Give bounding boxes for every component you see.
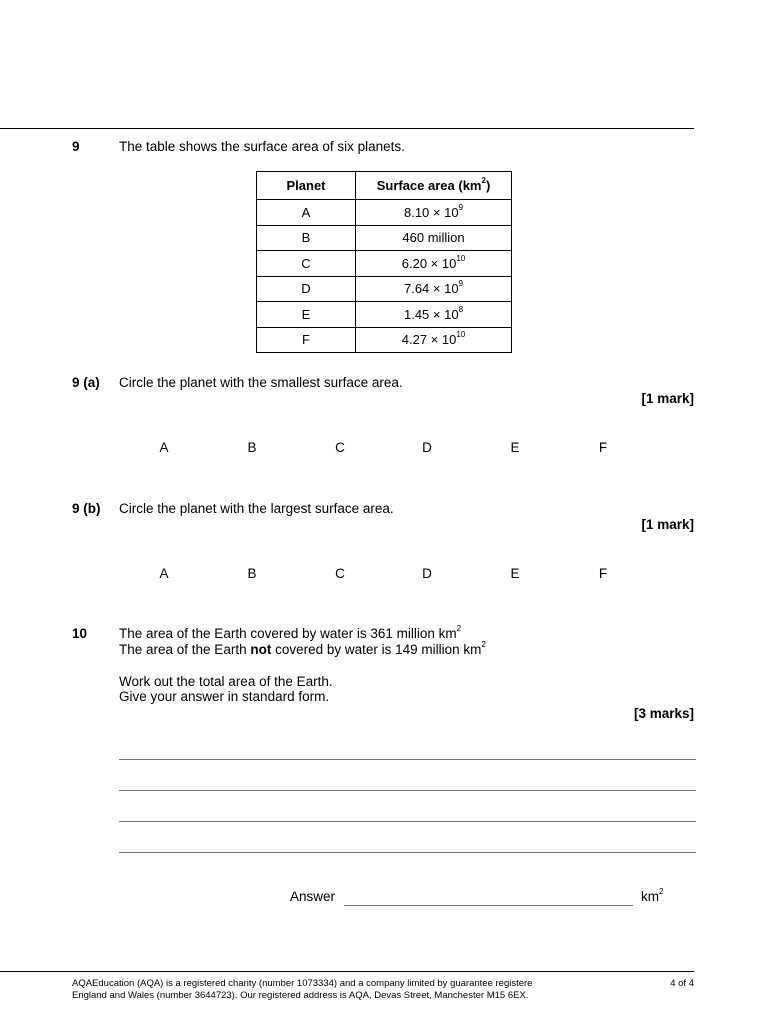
question-number-9: 9 (72, 139, 80, 154)
option-9a-c[interactable]: C (335, 440, 345, 455)
area-cell: $6.20 \times 10^{10}$ (356, 251, 512, 277)
table-row (257, 251, 512, 277)
option-9b-f[interactable]: F (598, 566, 608, 581)
marks-9a: [1 mark] (641, 391, 694, 406)
question-10-line-3: Work out the total area of the Earth. (119, 674, 333, 689)
working-line-1[interactable] (119, 759, 696, 760)
header-surface-area: Surface area $(km^2)$ (356, 172, 512, 200)
planet-cell: B (257, 225, 356, 251)
footer-line-1: AQAEducation (AQA) is a registered charity (number 1073334) and a company limited by guarantee registere (72, 978, 533, 989)
option-9a-d[interactable]: D (422, 440, 432, 455)
table-row (257, 327, 512, 353)
question-9-intro: The table shows the surface area of six planets. (119, 139, 405, 154)
marks-10: [3 marks] (633, 706, 694, 721)
header-planet: Planet (257, 172, 356, 200)
question-9b-text: Circle the planet with the largest surface area. (119, 501, 394, 516)
footer-rule (0, 971, 694, 972)
question-9a-text: Circle the planet with the smallest surface area. (119, 375, 403, 390)
top-rule (0, 128, 694, 129)
table-row (257, 200, 512, 226)
option-9b-a[interactable]: A (159, 566, 169, 581)
area-cell: $7.64 \times 10^9$ (356, 276, 512, 302)
table-row (257, 276, 512, 302)
option-9a-b[interactable]: B (247, 440, 257, 455)
table-row (257, 302, 512, 328)
table-row (257, 225, 512, 251)
working-line-4[interactable] (119, 852, 696, 853)
page-number: 4 of 4 (670, 978, 694, 989)
option-9a-e[interactable]: E (510, 440, 520, 455)
option-9b-e[interactable]: E (510, 566, 520, 581)
option-9a-f[interactable]: F (598, 440, 608, 455)
planet-cell: D (257, 276, 356, 302)
working-line-3[interactable] (119, 821, 696, 822)
option-9b-c[interactable]: C (335, 566, 345, 581)
area-cell: $4.27 \times 10^{10}$ (356, 327, 512, 353)
planet-cell: F (257, 327, 356, 353)
option-9a-a[interactable]: A (159, 440, 169, 455)
planet-surface-table (256, 171, 512, 353)
question-number-9b: 9 (b) (72, 501, 101, 516)
area-cell: $8.10 \times 10^9$ (356, 200, 512, 226)
question-10-line-1: The area of the Earth covered by water is 361 million $km^2$ (119, 624, 462, 641)
option-9b-d[interactable]: D (422, 566, 432, 581)
question-10-line-2: The area of the Earth not covered by water is 149 million $km^2$ (119, 640, 486, 657)
footer-line-2: England and Wales (number 3644723). Our registered address is AQA, Devas Street, Manchester M15 6EX. (72, 990, 529, 1001)
planet-cell: C (257, 251, 356, 277)
planet-cell: E (257, 302, 356, 328)
working-line-2[interactable] (119, 790, 696, 791)
table-header-row (257, 172, 512, 200)
footer-text (72, 978, 532, 1002)
question-number-10: 10 (72, 626, 88, 641)
answer-unit: $km^2$ (641, 887, 664, 904)
marks-9b: [1 mark] (641, 517, 694, 532)
area-cell: 460 million (356, 225, 512, 251)
option-9b-b[interactable]: B (247, 566, 257, 581)
question-number-9a: 9 (a) (72, 375, 100, 390)
area-cell: $1.45 \times 10^8$ (356, 302, 512, 328)
answer-line[interactable] (344, 905, 633, 906)
planet-cell: A (257, 200, 356, 226)
question-10-line-4: Give your answer in standard form. (119, 689, 330, 704)
answer-label: Answer (290, 889, 336, 904)
